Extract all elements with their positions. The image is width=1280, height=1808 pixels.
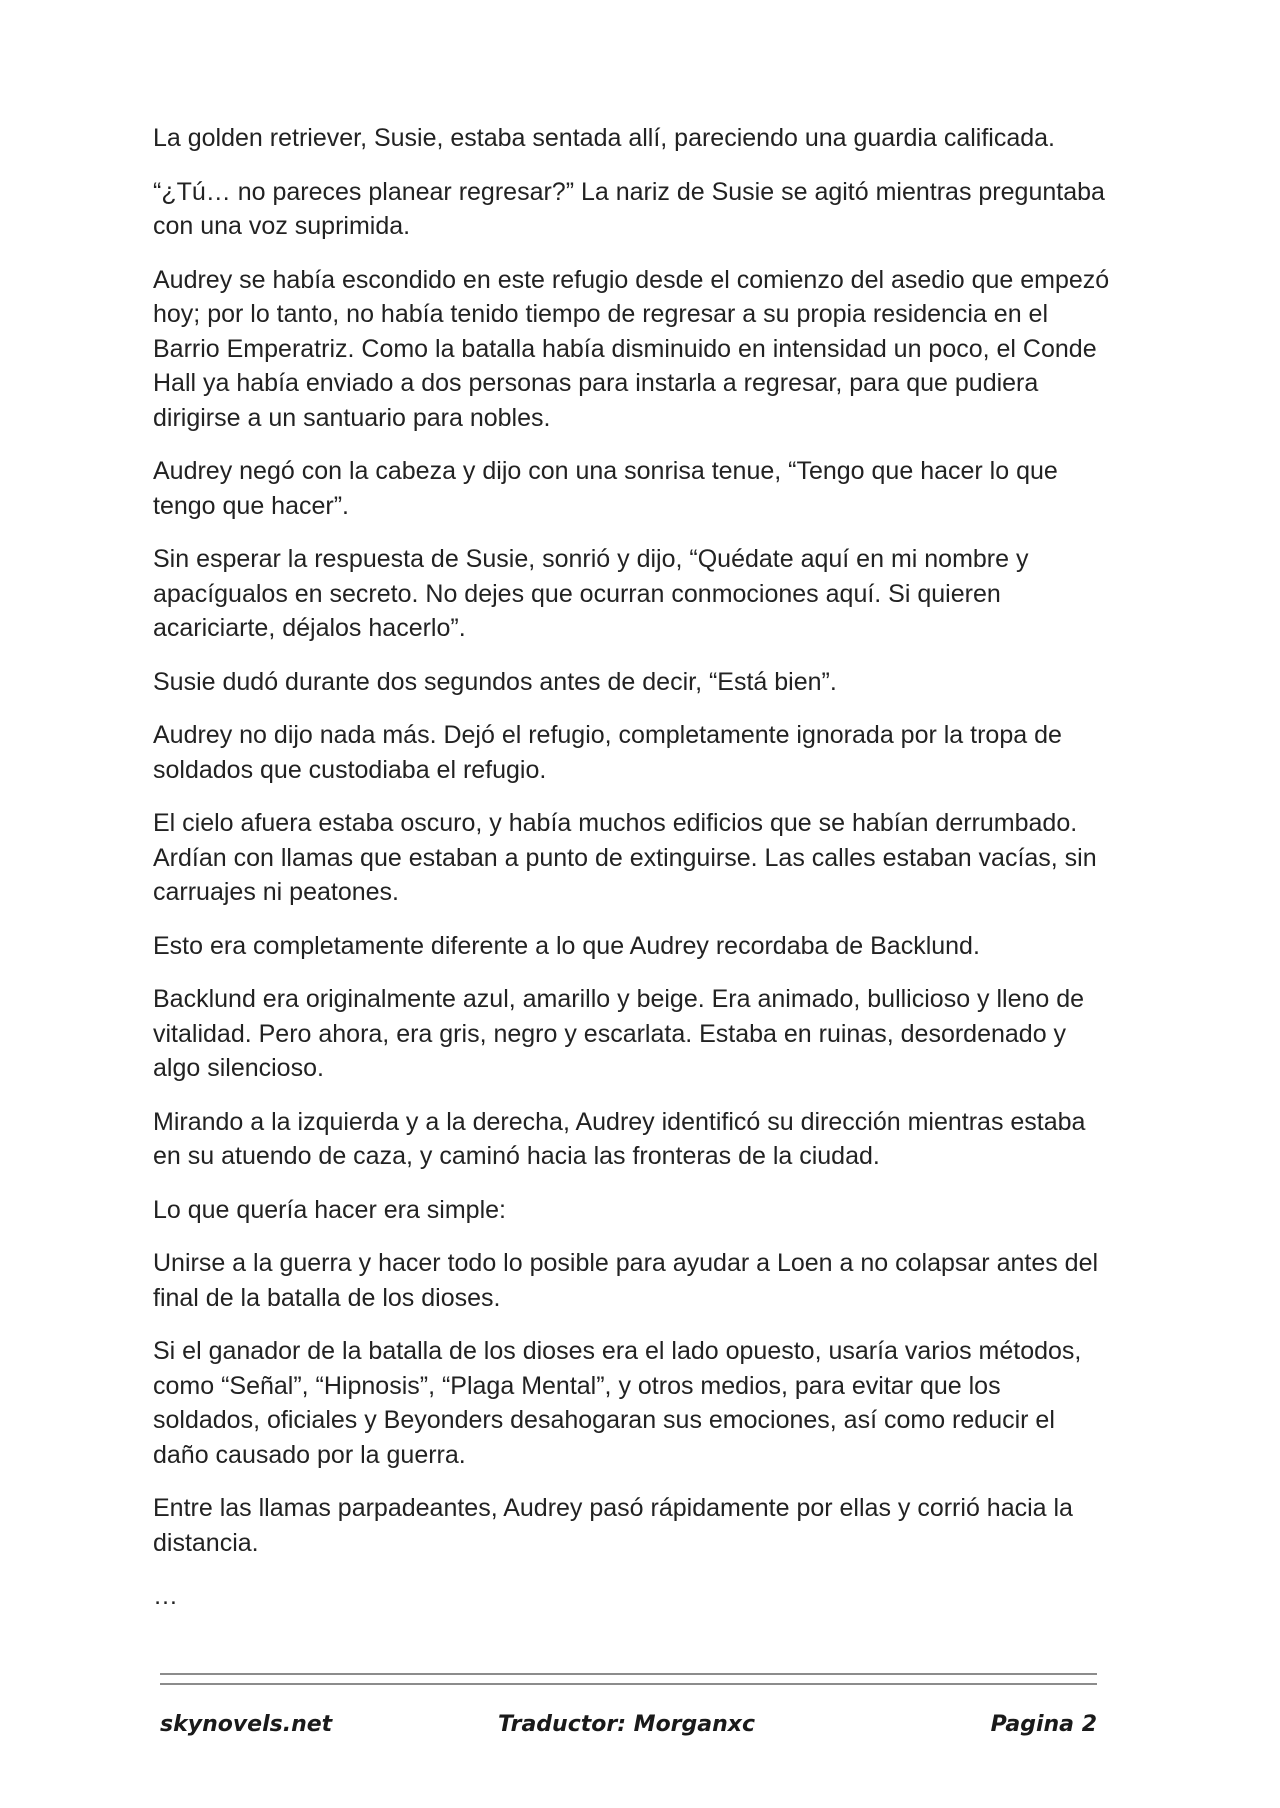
paragraph: Audrey no dijo nada más. Dejó el refugio, completamente ignorada por la tropa de soldados que custodiaba el refugio.: [153, 721, 1062, 784]
footer-divider-top: [160, 1673, 1097, 1675]
footer-page-number: Pagina 2: [990, 1712, 1097, 1737]
paragraph: Audrey se había escondido en este refugio desde el comienzo del asedio que empezó hoy; por lo tanto, no había tenido tiempo de regresar a su propia residencia en el Barrio Emperatriz. Como la batalla había disminuido en intensidad un poco, el Conde Hall ya había enviado a dos personas para instarla a regresar, para que pudiera dirigirse a un santuario para nobles.: [153, 265, 1110, 432]
paragraph: Mirando a la izquierda y a la derecha, Audrey identificó su dirección mientras estaba en su atuendo de caza, y caminó hacia las fronteras de la ciudad.: [153, 1107, 1086, 1170]
paragraph: Entre las llamas parpadeantes, Audrey pasó rápidamente por ellas y corrió hacia la distancia.: [153, 1494, 1073, 1557]
paragraph: Audrey negó con la cabeza y dijo con una sonrisa tenue, “Tengo que hacer lo que tengo que hacer”.: [153, 457, 1058, 520]
footer-translator: Traductor: Morganxc: [498, 1712, 756, 1737]
footer-divider-bottom: [160, 1683, 1097, 1685]
ellipsis-paragraph: …: [153, 1582, 178, 1610]
paragraph: Backlund era originalmente azul, amarillo y beige. Era animado, bullicioso y lleno de vitalidad. Pero ahora, era gris, negro y escarlata. Estaba en ruinas, desordenado y algo silencioso.: [153, 985, 1085, 1082]
paragraph: Si el ganador de la batalla de los dioses era el lado opuesto, usaría varios métodos, como “Señal”, “Hipnosis”, “Plaga Mental”, y otros medios, para evitar que los soldados, oficiales y Beyonders desahogaran sus emociones, así como reducir el daño causado por la guerra.: [153, 1337, 1082, 1469]
paragraph: “¿Tú… no pareces planear regresar?” La nariz de Susie se agitó mientras preguntaba con una voz suprimida.: [153, 177, 1105, 240]
body-text: [153, 121, 1113, 1633]
paragraph: La golden retriever, Susie, estaba sentada allí, pareciendo una guardia calificada.: [153, 124, 1055, 152]
footer-site-name: skynovels.net: [160, 1712, 333, 1737]
paragraph: El cielo afuera estaba oscuro, y había muchos edificios que se habían derrumbado. Ardían con llamas que estaban a punto de extinguirse. Las calles estaban vacías, sin carruajes ni peatones.: [153, 809, 1097, 906]
paragraph: Esto era completamente diferente a lo que Audrey recordaba de Backlund.: [153, 931, 980, 960]
paragraph: Unirse a la guerra y hacer todo lo posible para ayudar a Loen a no colapsar antes del final de la batalla de los dioses.: [153, 1249, 1099, 1312]
paragraph: Lo que quería hacer era simple:: [153, 1195, 506, 1224]
paragraph: Susie dudó durante dos segundos antes de decir, “Está bien”.: [153, 667, 837, 696]
paragraph: Sin esperar la respuesta de Susie, sonrió y dijo, “Quédate aquí en mi nombre y apacígualos en secreto. No dejes que ocurran conmociones aquí. Si quieren acariciarte, déjalos hacerlo”.: [153, 545, 1029, 642]
